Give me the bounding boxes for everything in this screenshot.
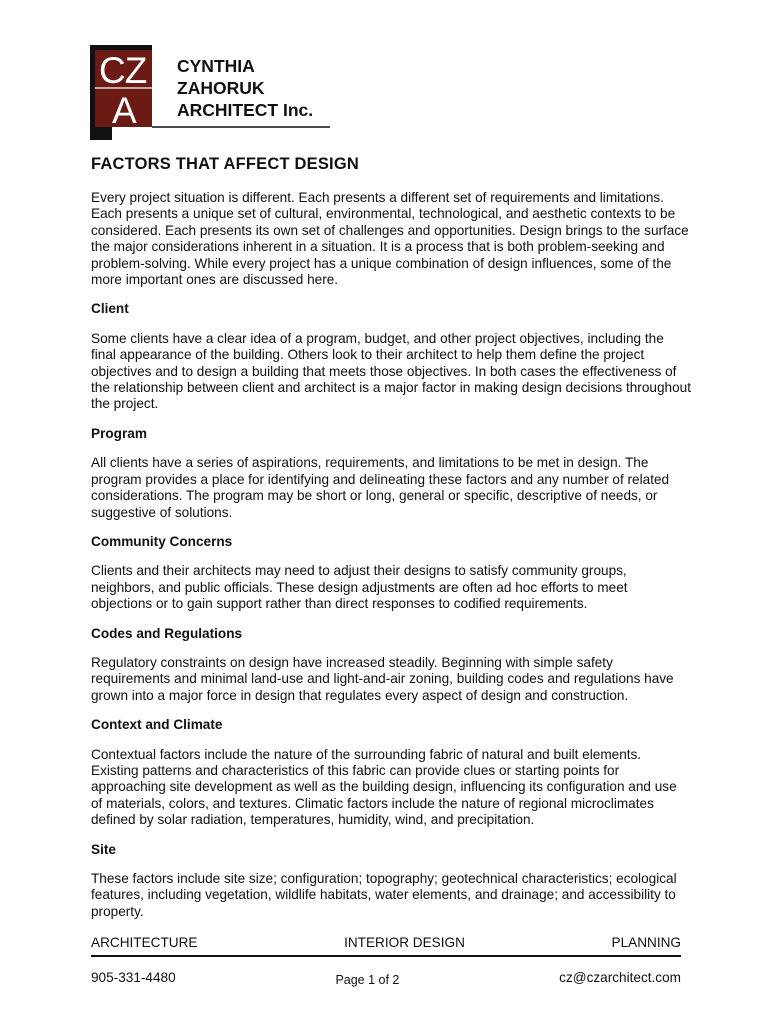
section-heading-client: Client <box>91 301 129 317</box>
section-body-program: All clients have a series of aspirations, requirements, and limitations to be met in design. The program provides a place for identifying and delineating these factors and any number of related considerations. The program may be short or long, general or specific, descriptive of needs, or suggestive of solutions. <box>91 455 670 520</box>
footer-service-interior-design: INTERIOR DESIGN <box>344 935 465 950</box>
page-number: Page 1 of 2 <box>335 972 400 987</box>
logo-monogram-top: CZ <box>99 50 147 91</box>
section-heading-program: Program <box>91 425 147 441</box>
document-title: FACTORS THAT AFFECT DESIGN <box>91 155 359 173</box>
section-body-site: These factors include site size; configuration; topography; geotechnical characteristics; ecological features, including vegetation, wildlife habitats, water elements, and drainage; and accessibility to property. <box>91 871 677 919</box>
footer-contact <box>91 970 681 985</box>
section-body-client: Some clients have a clear idea of a program, budget, and other project objectives, including the final appearance of the building. Others look to their architect to help them define the project objectives and to design a building that meets those objectives. In both cases the effectiveness of the relationship between client and architect is a major factor in making design decisions throughout the project. <box>91 330 691 412</box>
company-name-line: CYNTHIA <box>177 56 255 76</box>
footer-services <box>91 935 681 950</box>
section-body-context-climate: Contextual factors include the nature of the surrounding fabric of natural and built elements. Existing patterns and characteristics of this fabric can provide clues or starting points for approaching site development as well as the building design, influencing its configuration and use of materials, colors, and textures. Climatic factors include the nature of regional microclimates defined by solar radiation, temperatures, humidity, wind, and precipitation. <box>91 746 677 828</box>
footer-phone: 905-331-4480 <box>91 970 176 985</box>
section-body-community-concerns: Clients and their architects may need to adjust their designs to satisfy community groups, neighbors, and public officials. These design adjustments are often ad hoc efforts to meet objections or to gain support rather than direct responses to codified requirements. <box>91 563 628 612</box>
intro-paragraph: Every project situation is different. Each presents a different set of requirements and limitations. Each presents a unique set of cultural, environmental, technological, and aesthetic contexts to be considered. Each presents its own set of challenges and opportunities. Design brings to the surface the major considerations inherent in a situation. It is a process that is both problem-seeking and problem-solving. While every project has a unique combination of design influences, some of the more important ones are discussed here. <box>91 190 689 288</box>
section-heading-context-climate: Context and Climate <box>91 717 223 733</box>
section-body-codes-regulations: Regulatory constraints on design have increased steadily. Beginning with simple safety requirements and minimal land-use and light-and-air zoning, building codes and regulations have grown into a major force in design that regulates every aspect of design and construction. <box>91 654 674 703</box>
logo-monogram-bottom: A <box>112 90 137 131</box>
footer-divider <box>91 955 681 957</box>
footer-service-architecture: ARCHITECTURE <box>91 935 198 950</box>
section-heading-codes-regulations: Codes and Regulations <box>91 625 243 641</box>
document-body <box>91 190 691 933</box>
company-name-line: ZAHORUK <box>177 78 265 98</box>
footer-email[interactable]: cz@czarchitect.com <box>559 970 681 985</box>
company-name-line: ARCHITECT Inc. <box>177 100 314 120</box>
footer-service-planning: PLANNING <box>611 935 681 950</box>
section-heading-community-concerns: Community Concerns <box>91 533 233 549</box>
section-heading-site: Site <box>91 841 116 857</box>
company-name <box>177 55 313 121</box>
